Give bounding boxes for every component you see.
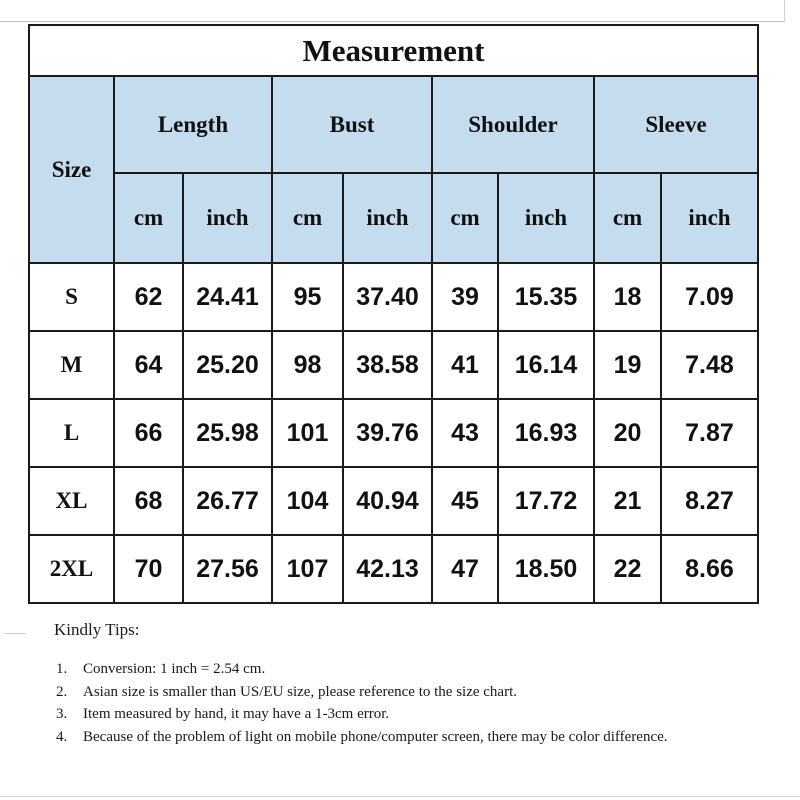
size-label: S bbox=[29, 263, 114, 331]
table-cell: 39.76 bbox=[343, 399, 432, 467]
table-cell: 25.20 bbox=[183, 331, 272, 399]
table-title: Measurement bbox=[29, 25, 758, 76]
tips-title: Kindly Tips: bbox=[54, 620, 140, 639]
size-label: L bbox=[29, 399, 114, 467]
table-cell: 16.93 bbox=[498, 399, 594, 467]
unit-header: cm bbox=[272, 173, 343, 263]
tip-item bbox=[54, 726, 703, 749]
table-row bbox=[29, 399, 758, 467]
table-cell: 26.77 bbox=[183, 467, 272, 535]
right-edge-line bbox=[784, 0, 785, 22]
table-cell: 19 bbox=[594, 331, 661, 399]
table-cell: 15.35 bbox=[498, 263, 594, 331]
table-cell: 27.56 bbox=[183, 535, 272, 603]
table-cell: 39 bbox=[432, 263, 498, 331]
table-cell: 64 bbox=[114, 331, 183, 399]
table-cell: 98 bbox=[272, 331, 343, 399]
tips-section bbox=[54, 620, 774, 748]
table-cell: 62 bbox=[114, 263, 183, 331]
table-cell: 95 bbox=[272, 263, 343, 331]
tip-item bbox=[54, 681, 774, 704]
tip-text: Item measured by hand, it may have a 1-3cm error. bbox=[83, 706, 390, 722]
top-divider-line bbox=[0, 21, 784, 22]
table-row bbox=[29, 535, 758, 603]
tip-number: 3. bbox=[56, 706, 68, 722]
table-cell: 18.50 bbox=[498, 535, 594, 603]
unit-header: cm bbox=[594, 173, 661, 263]
unit-header: inch bbox=[498, 173, 594, 263]
table-cell: 40.94 bbox=[343, 467, 432, 535]
tips-list bbox=[54, 658, 774, 748]
size-label: M bbox=[29, 331, 114, 399]
table-cell: 18 bbox=[594, 263, 661, 331]
length-group-header: Length bbox=[114, 76, 272, 173]
table-cell: 47 bbox=[432, 535, 498, 603]
table-cell: 45 bbox=[432, 467, 498, 535]
bust-group-header: Bust bbox=[272, 76, 432, 173]
table-cell: 16.14 bbox=[498, 331, 594, 399]
size-label: XL bbox=[29, 467, 114, 535]
table-cell: 7.87 bbox=[661, 399, 758, 467]
table-row bbox=[29, 263, 758, 331]
left-tick-line bbox=[4, 633, 26, 634]
sleeve-group-header: Sleeve bbox=[594, 76, 758, 173]
size-chart-table bbox=[28, 24, 759, 604]
table-cell: 7.48 bbox=[661, 331, 758, 399]
size-label: 2XL bbox=[29, 535, 114, 603]
table-cell: 41 bbox=[432, 331, 498, 399]
unit-header: inch bbox=[661, 173, 758, 263]
table-cell: 25.98 bbox=[183, 399, 272, 467]
unit-header: cm bbox=[432, 173, 498, 263]
unit-header: cm bbox=[114, 173, 183, 263]
table-cell: 42.13 bbox=[343, 535, 432, 603]
table-cell: 8.66 bbox=[661, 535, 758, 603]
table-cell: 107 bbox=[272, 535, 343, 603]
tip-text: Because of the problem of light on mobile phone/computer screen, there may be color difference. bbox=[83, 728, 668, 745]
table-cell: 22 bbox=[594, 535, 661, 603]
table-row bbox=[29, 467, 758, 535]
unit-header-row bbox=[29, 173, 758, 263]
table-cell: 38.58 bbox=[343, 331, 432, 399]
tip-number: 1. bbox=[56, 661, 68, 677]
table-cell: 24.41 bbox=[183, 263, 272, 331]
table-cell: 20 bbox=[594, 399, 661, 467]
unit-header: inch bbox=[343, 173, 432, 263]
table-cell: 66 bbox=[114, 399, 183, 467]
shoulder-group-header: Shoulder bbox=[432, 76, 594, 173]
table-cell: 70 bbox=[114, 535, 183, 603]
table-cell: 21 bbox=[594, 467, 661, 535]
tip-item bbox=[54, 658, 774, 681]
bottom-divider-line bbox=[0, 796, 800, 797]
tip-text: Asian size is smaller than US/EU size, please reference to the size chart. bbox=[83, 683, 517, 700]
tip-number: 4. bbox=[56, 728, 68, 745]
table-cell: 7.09 bbox=[661, 263, 758, 331]
unit-header: inch bbox=[183, 173, 272, 263]
tip-item bbox=[54, 703, 774, 726]
table-cell: 17.72 bbox=[498, 467, 594, 535]
table-cell: 101 bbox=[272, 399, 343, 467]
tip-number: 2. bbox=[56, 683, 68, 700]
table-cell: 37.40 bbox=[343, 263, 432, 331]
table-cell: 104 bbox=[272, 467, 343, 535]
size-column-header: Size bbox=[29, 76, 114, 263]
table-cell: 68 bbox=[114, 467, 183, 535]
table-cell: 43 bbox=[432, 399, 498, 467]
tip-text: Conversion: 1 inch = 2.54 cm. bbox=[83, 661, 266, 677]
table-cell: 8.27 bbox=[661, 467, 758, 535]
table-row bbox=[29, 331, 758, 399]
